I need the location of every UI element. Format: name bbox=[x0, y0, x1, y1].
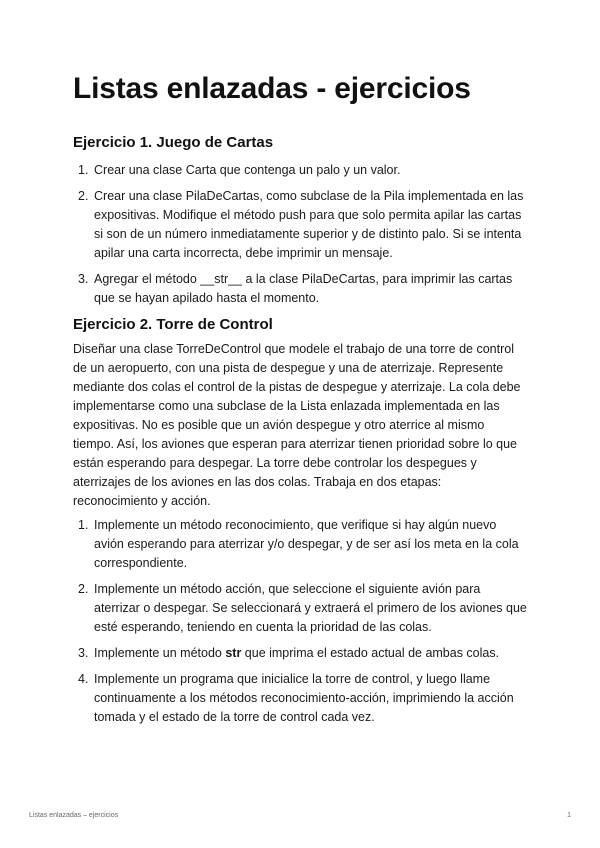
exercise-1-list bbox=[73, 161, 528, 308]
item-text-after: que imprima el estado actual de ambas colas. bbox=[241, 646, 500, 660]
page-title: Listas enlazadas - ejercicios bbox=[73, 72, 471, 105]
exercise-2-heading: Ejercicio 2. Torre de Control bbox=[73, 316, 273, 333]
exercise-2-list bbox=[73, 516, 528, 727]
item-number: 3. bbox=[78, 646, 89, 660]
item-number: 4. bbox=[78, 672, 89, 686]
list-item bbox=[73, 516, 528, 573]
exercise-1-heading: Ejercicio 1. Juego de Cartas bbox=[73, 134, 274, 151]
list-item bbox=[73, 161, 528, 180]
item-text: Agregar el método __str__ a la clase PilaDeCartas, para imprimir las cartas que se hayan apilado hasta el momento. bbox=[94, 272, 513, 305]
footer-title: Listas enlazadas – ejercicios bbox=[29, 812, 119, 819]
item-number: 2. bbox=[78, 189, 89, 203]
list-item bbox=[73, 187, 528, 263]
list-item bbox=[73, 270, 528, 308]
page-footer bbox=[29, 812, 571, 819]
item-number: 1. bbox=[78, 518, 89, 532]
page-number: 1 bbox=[567, 812, 571, 819]
exercise-1-section bbox=[73, 134, 528, 315]
item-text-before: Implemente un método bbox=[94, 646, 226, 660]
item-text-bold: str bbox=[225, 646, 242, 660]
item-number: 3. bbox=[78, 272, 89, 286]
item-text: Implemente un método reconocimiento, que verifique si hay algún nuevo avión esperando para aterrizar y/o despegar, y de ser así los meta en la cola correspondiente. bbox=[94, 518, 519, 570]
item-text: Crear una clase Carta que contenga un palo y un valor. bbox=[94, 163, 401, 177]
list-item bbox=[73, 580, 528, 637]
list-item bbox=[73, 670, 528, 727]
list-item bbox=[73, 644, 528, 663]
item-number: 2. bbox=[78, 582, 89, 596]
item-text: Implemente un programa que inicialice la torre de control, y luego llame continuamente a los métodos reconocimiento-acción, imprimiendo la acción tomada y el estado de la torre de control cada vez. bbox=[94, 672, 514, 724]
item-text: Implemente un método acción, que seleccione el siguiente avión para aterrizar o despegar. Se seleccionará y extraerá el primero de los aviones que esté esperando, teniendo en cuenta la prioridad de las colas. bbox=[94, 582, 527, 634]
exercise-2-section bbox=[73, 316, 528, 734]
item-number: 1. bbox=[78, 163, 89, 177]
exercise-2-intro: Diseñar una clase TorreDeControl que modele el trabajo de una torre de control de un aeropuerto, con una pista de despegue y una de aterrizaje. Represente mediante dos colas el control de la pistas de despegue y aterrizaje. La cola debe implementarse como una subclase de la Lista enlazada implementada en las expositivas. No es posible que un avión despegue y otro aterrice al mismo tiempo. Así, los aviones que esperan para aterrizar tienen prioridad sobre lo que están esperando para despegar. La torre debe controlar los despegues y aterrizajes de los aviones en las dos colas. Trabaja en dos etapas: reconocimiento y acción. bbox=[73, 342, 521, 508]
item-text: Crear una clase PilaDeCartas, como subclase de la Pila implementada en las expositivas. Modifique el método push para que solo permita apilar las cartas si son de un número inmediatamente superior y de distinto palo. Si se intenta apilar una carta incorrecta, debe imprimir un mensaje. bbox=[94, 189, 524, 260]
